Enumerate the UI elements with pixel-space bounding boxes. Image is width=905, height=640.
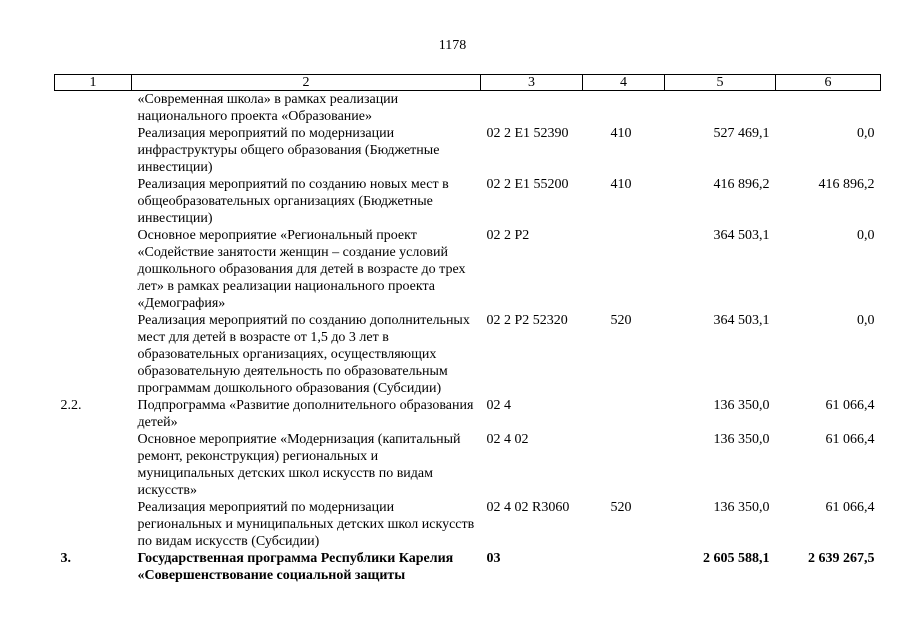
- table-row: [55, 499, 881, 550]
- cell-number: [55, 227, 132, 312]
- cell-amount-1: [665, 91, 776, 126]
- cell-amount-2: 61 066,4: [825, 398, 875, 413]
- cell-name: Реализация мероприятий по модернизации региональных и муниципальных детских школ искусств по видам искусств (Субсидии): [137, 500, 475, 549]
- cell-expense-type: [583, 227, 665, 312]
- cell-code: 02 2 P2 52320: [486, 313, 568, 328]
- cell-expense-type: [583, 91, 665, 126]
- cell-number: [55, 312, 132, 397]
- cell-amount-1: 364 503,1: [713, 228, 770, 243]
- cell-code: 02 4 02: [486, 432, 529, 447]
- cell-amount-2: 0,0: [857, 126, 875, 141]
- column-header-number: 1: [55, 75, 132, 91]
- cell-name: «Современная школа» в рамках реализации национального проекта «Образование»: [137, 92, 399, 124]
- cell-name: Реализация мероприятий по созданию дополнительных мест для детей в возрасте от 1,5 до 3 лет в образовательных организациях, осуществляющих образовательную деятельность по образовательным программам дошкольного образования (Субсидии): [137, 313, 470, 396]
- page-number: 1178: [438, 38, 467, 53]
- cell-code: 02 4 02 R3060: [486, 500, 570, 515]
- table-row: [55, 312, 881, 397]
- column-header-code: 3: [481, 75, 583, 91]
- cell-amount-1: 527 469,1: [713, 126, 770, 141]
- cell-amount-2: 0,0: [857, 228, 875, 243]
- cell-number: 3.: [60, 551, 71, 566]
- cell-code: 02 2 P2: [486, 228, 530, 243]
- table-row: [55, 397, 881, 431]
- column-header-expense-type: 4: [583, 75, 665, 91]
- cell-expense-type: 410: [610, 126, 632, 141]
- cell-amount-1: 136 350,0: [713, 398, 770, 413]
- cell-code: 02 2 E1 55200: [486, 177, 569, 192]
- table-body: [55, 91, 881, 585]
- table-row: [55, 431, 881, 499]
- cell-name: Подпрограмма «Развитие дополнительного образования детей»: [137, 398, 474, 430]
- cell-expense-type: 520: [610, 313, 632, 328]
- cell-expense-type: [583, 397, 665, 431]
- column-header-name: 2: [132, 75, 481, 91]
- cell-number: [55, 431, 132, 499]
- cell-number: 2.2.: [60, 398, 82, 413]
- cell-name: Реализация мероприятий по созданию новых мест в общеобразовательных организациях (Бюджетные инвестиции): [137, 177, 449, 226]
- cell-amount-1: 136 350,0: [713, 432, 770, 447]
- cell-expense-type: [583, 431, 665, 499]
- table-row: [55, 91, 881, 126]
- cell-amount-1: 364 503,1: [713, 313, 770, 328]
- cell-amount-2: 416 896,2: [818, 177, 875, 192]
- cell-expense-type: [583, 550, 665, 584]
- cell-amount-2: 2 639 267,5: [808, 551, 875, 566]
- cell-number: [55, 499, 132, 550]
- cell-amount-1: 136 350,0: [713, 500, 770, 515]
- table-row: [55, 550, 881, 584]
- cell-expense-type: 520: [610, 500, 632, 515]
- cell-expense-type: 410: [610, 177, 632, 192]
- column-header-amount-2: 6: [776, 75, 881, 91]
- cell-number: [55, 176, 132, 227]
- budget-table: [54, 74, 881, 584]
- table-row: [55, 227, 881, 312]
- column-header-amount-1: 5: [665, 75, 776, 91]
- cell-number: [55, 91, 132, 126]
- table-row: [55, 125, 881, 176]
- cell-name: Реализация мероприятий по модернизации инфраструктуры общего образования (Бюджетные инвестиции): [137, 126, 440, 175]
- cell-name: Основное мероприятие «Региональный проект «Содействие занятости женщин – создание условий дошкольного образования для детей в возрасте до трех лет» в рамках реализации национального проекта «Демография»: [137, 228, 466, 311]
- cell-name: Основное мероприятие «Модернизация (капитальный ремонт, реконструкция) региональных и муниципальных детских школ искусств по видам искусств»: [137, 432, 461, 498]
- cell-amount-1: 416 896,2: [713, 177, 770, 192]
- cell-code: 02 4: [486, 398, 511, 413]
- cell-number: [55, 125, 132, 176]
- cell-amount-2: [776, 91, 881, 126]
- cell-amount-2: 61 066,4: [825, 432, 875, 447]
- cell-amount-1: 2 605 588,1: [703, 551, 770, 566]
- cell-code: 02 2 E1 52390: [486, 126, 569, 141]
- cell-amount-2: 0,0: [857, 313, 875, 328]
- cell-amount-2: 61 066,4: [825, 500, 875, 515]
- cell-code: [481, 91, 583, 126]
- cell-name: Государственная программа Республики Карелия «Совершенствование социальной защиты: [137, 551, 454, 583]
- table-header-row: [55, 75, 881, 91]
- table-row: [55, 176, 881, 227]
- cell-code: 03: [486, 551, 501, 566]
